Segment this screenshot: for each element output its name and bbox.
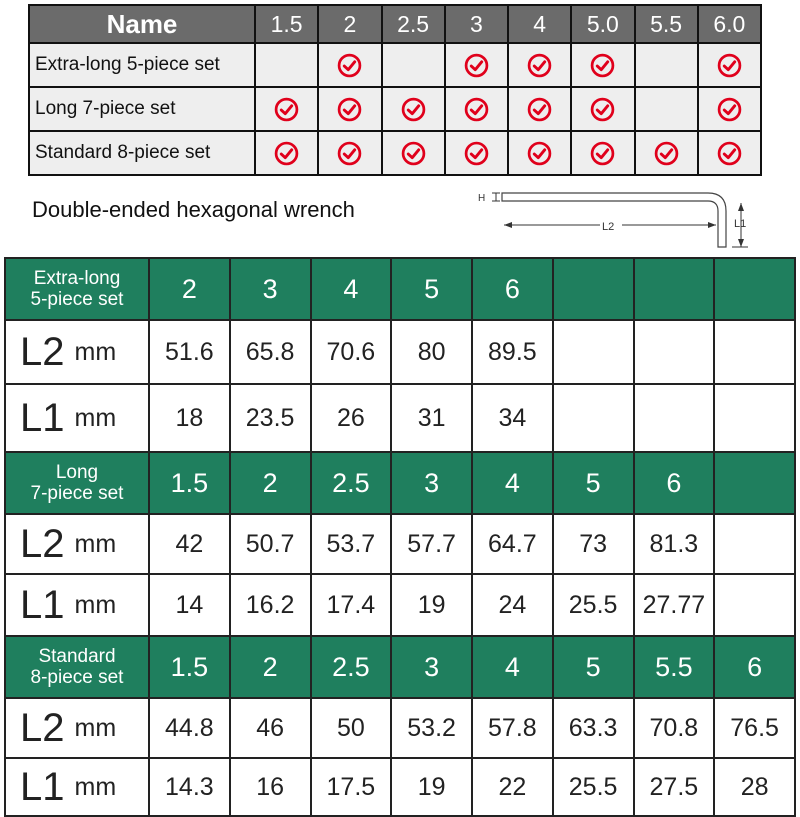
compatibility-row [29,131,761,175]
compatibility-header-row [29,5,761,43]
value-cell: 28 [714,758,795,816]
value-cell: 19 [391,574,472,636]
value-cell: 17.4 [311,574,392,636]
check-circle-icon [464,97,489,122]
size-column-header: 5.5 [635,5,698,43]
size-column-header: 5.0 [571,5,634,43]
check-circle-icon [337,141,362,166]
l1-label: L1 [734,218,747,230]
size-cell [634,258,715,320]
value-cell [634,384,715,452]
size-cell: 3 [230,258,311,320]
compatibility-table [28,4,762,176]
size-cell: 2.5 [311,636,392,698]
value-cell: 65.8 [230,320,311,384]
value-cell: 51.6 [149,320,230,384]
value-cell: 73 [553,514,634,574]
value-cell: 70.6 [311,320,392,384]
dimension-row [5,320,795,384]
size-cell: 6 [472,258,553,320]
value-cell: 50.7 [230,514,311,574]
check-cell [445,43,508,87]
dimensions-table [4,257,796,817]
check-cell [571,43,634,87]
name-column-header: Name [29,5,255,43]
value-cell: 53.2 [391,698,472,758]
compatibility-row [29,43,761,87]
unit-label: mm [74,403,117,432]
check-cell [508,43,571,87]
subtitle: Double-ended hexagonal wrench [32,197,355,222]
value-cell: 24 [472,574,553,636]
value-cell: 44.8 [149,698,230,758]
dimension-label: L1 [20,582,65,627]
check-circle-icon [401,141,426,166]
set-name-cell [5,636,149,698]
dimension-label-cell [5,514,149,574]
check-circle-icon [337,53,362,78]
set-name-line2: 8-piece set [30,667,124,688]
set-name-line2: 7-piece set [30,483,124,504]
value-cell: 76.5 [714,698,795,758]
value-cell: 63.3 [553,698,634,758]
check-circle-icon [717,97,742,122]
check-cell [635,131,698,175]
value-cell [714,320,795,384]
check-circle-icon [464,53,489,78]
set-name-line2: 5-piece set [30,289,124,310]
value-cell: 50 [311,698,392,758]
value-cell: 53.7 [311,514,392,574]
unit-label: mm [74,772,117,801]
check-cell [698,87,761,131]
value-cell: 14.3 [149,758,230,816]
size-cell: 5 [391,258,472,320]
check-circle-icon [717,141,742,166]
unit-label: mm [74,337,117,366]
set-name-cell: Standard 8-piece set [29,131,255,175]
check-cell [382,131,445,175]
set-name-cell [5,452,149,514]
size-cell [553,258,634,320]
dimension-label-cell [5,574,149,636]
dimension-row [5,574,795,636]
compatibility-row [29,87,761,131]
size-cell: 1.5 [149,452,230,514]
dimension-label-cell [5,758,149,816]
check-circle-icon [527,141,552,166]
value-cell: 22 [472,758,553,816]
set-name-line1: Standard [38,646,116,667]
set-name-cell [5,258,149,320]
size-cell: 5 [553,636,634,698]
empty-cell [635,43,698,87]
check-circle-icon [527,53,552,78]
check-circle-icon [590,141,615,166]
check-cell [698,131,761,175]
size-cell: 6 [714,636,795,698]
size-cell: 1.5 [149,636,230,698]
size-cell: 2 [149,258,230,320]
size-column-header: 6.0 [698,5,761,43]
check-cell [318,43,381,87]
set-header-row [5,258,795,320]
size-column-header: 3 [445,5,508,43]
wrench-diagram [470,183,760,255]
size-cell: 5.5 [634,636,715,698]
size-cell: 5 [553,452,634,514]
value-cell [714,574,795,636]
set-name-cell: Long 7-piece set [29,87,255,131]
value-cell: 25.5 [553,758,634,816]
dimension-row [5,698,795,758]
set-name-line1: Long [55,462,99,483]
value-cell: 31 [391,384,472,452]
size-cell: 4 [472,452,553,514]
empty-cell [635,87,698,131]
dimension-label: L2 [20,705,65,750]
set-name-line1: Extra-long [33,268,121,289]
value-cell [634,320,715,384]
value-cell: 19 [391,758,472,816]
dimension-label: L1 [20,764,65,809]
value-cell: 89.5 [472,320,553,384]
value-cell: 18 [149,384,230,452]
unit-label: mm [74,590,117,619]
check-circle-icon [527,97,552,122]
check-circle-icon [274,97,299,122]
unit-label: mm [74,529,117,558]
value-cell: 27.77 [634,574,715,636]
dimension-label-cell [5,384,149,452]
check-circle-icon [337,97,362,122]
check-cell [508,87,571,131]
value-cell [714,384,795,452]
size-cell: 2.5 [311,452,392,514]
check-cell [445,87,508,131]
value-cell: 34 [472,384,553,452]
value-cell: 57.8 [472,698,553,758]
size-cell [714,452,795,514]
set-name-cell: Extra-long 5-piece set [29,43,255,87]
value-cell: 14 [149,574,230,636]
h-label: H [478,193,486,204]
check-circle-icon [654,141,679,166]
value-cell [553,320,634,384]
dimension-row [5,384,795,452]
size-cell: 6 [634,452,715,514]
size-column-header: 2 [318,5,381,43]
check-circle-icon [590,97,615,122]
check-cell [508,131,571,175]
size-cell: 3 [391,452,472,514]
empty-cell [382,43,445,87]
size-cell [714,258,795,320]
dimension-row [5,514,795,574]
size-cell: 4 [311,258,392,320]
value-cell: 27.5 [634,758,715,816]
empty-cell [255,43,318,87]
check-circle-icon [401,97,426,122]
value-cell: 57.7 [391,514,472,574]
set-header-row [5,636,795,698]
check-cell [318,131,381,175]
value-cell: 64.7 [472,514,553,574]
set-header-row [5,452,795,514]
check-cell [445,131,508,175]
check-cell [255,87,318,131]
value-cell: 16.2 [230,574,311,636]
dimension-label: L2 [20,521,65,566]
value-cell [714,514,795,574]
check-circle-icon [274,141,299,166]
check-cell [318,87,381,131]
size-column-header: 1.5 [255,5,318,43]
dimension-label-cell [5,698,149,758]
value-cell: 81.3 [634,514,715,574]
size-cell: 2 [230,452,311,514]
value-cell: 17.5 [311,758,392,816]
size-column-header: 4 [508,5,571,43]
check-circle-icon [464,141,489,166]
value-cell [553,384,634,452]
value-cell: 23.5 [230,384,311,452]
l2-label: L2 [602,221,615,233]
dimension-row [5,758,795,816]
size-cell: 3 [391,636,472,698]
value-cell: 16 [230,758,311,816]
unit-label: mm [74,713,117,742]
value-cell: 25.5 [553,574,634,636]
size-column-header: 2.5 [382,5,445,43]
value-cell: 80 [391,320,472,384]
check-cell [255,131,318,175]
value-cell: 46 [230,698,311,758]
size-cell: 2 [230,636,311,698]
check-circle-icon [590,53,615,78]
check-circle-icon [717,53,742,78]
dimension-label-cell [5,320,149,384]
size-cell: 4 [472,636,553,698]
check-cell [571,87,634,131]
check-cell [382,87,445,131]
value-cell: 70.8 [634,698,715,758]
value-cell: 26 [311,384,392,452]
check-cell [698,43,761,87]
dimension-label: L1 [20,395,65,440]
dimension-label: L2 [20,329,65,374]
value-cell: 42 [149,514,230,574]
check-cell [571,131,634,175]
